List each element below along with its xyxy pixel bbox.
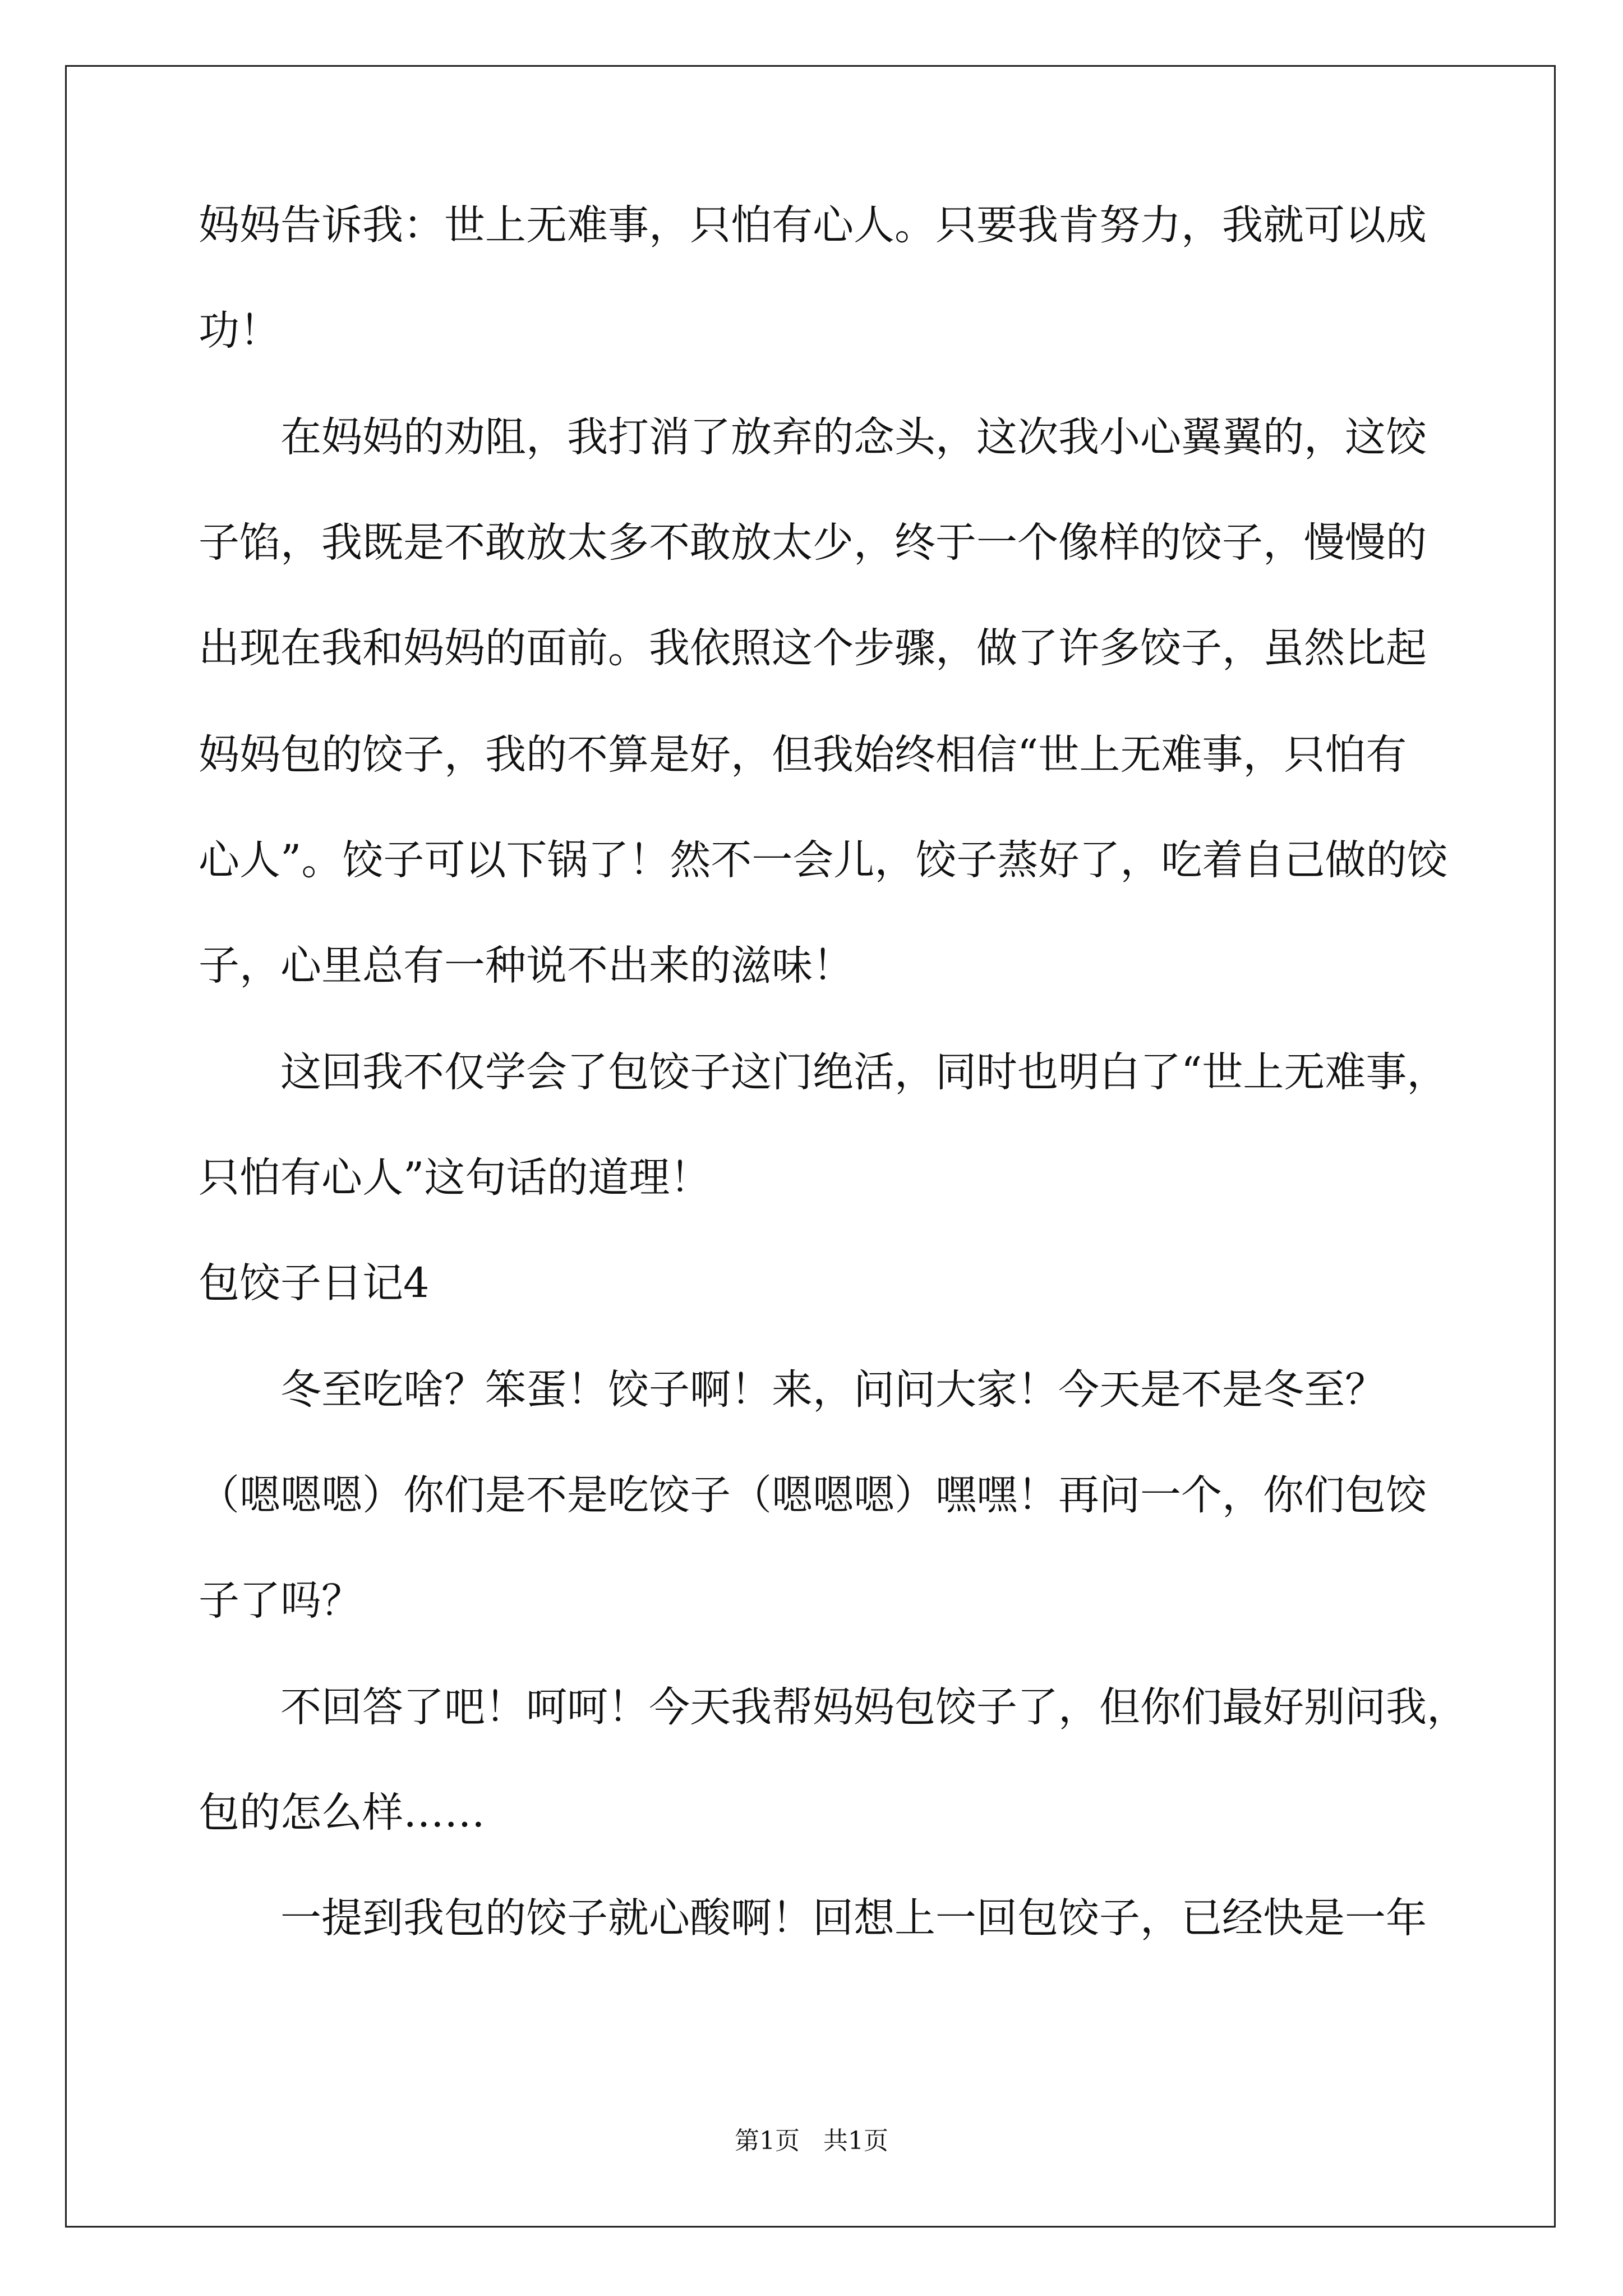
paragraph-start: 一提到我包的饺子就心酸啊！回想上一回包饺子，已经快是一年 [280,1894,1427,1942]
paragraph-start: 不回答了吧！呵呵！今天我帮妈妈包饺子了，但你们最好别问我， [280,1683,1468,1731]
text-line: 妈妈告诉我：世上无难事，只怕有心人。只要我肯努力，我就可以成 [199,201,1427,249]
text-line: 妈妈包的饺子，我的不算是好，但我始终相信“世上无难事，只怕有 [199,731,1407,779]
section-heading: 包饺子日记4 [199,1259,430,1307]
text-line: 只怕有心人”这句话的道理！ [199,1154,711,1202]
text-line: 心人”。饺子可以下锅了！然不一会儿，饺子蒸好了，吃着自己做的饺 [199,836,1448,884]
paragraph-start: 这回我不仅学会了包饺子这门绝活，同时也明白了“世上无难事， [280,1048,1448,1096]
text-line: 子了吗？ [199,1577,362,1625]
text-line: 子，心里总有一种说不出来的滋味！ [199,942,854,990]
paragraph-start: 冬至吃啥？笨蛋！饺子啊！来，问问大家！今天是不是冬至？ [280,1366,1386,1414]
text-line: 包的怎么样…… [199,1789,485,1837]
text-line: 子馅，我既是不敢放太多不敢放太少，终于一个像样的饺子，慢慢的 [199,519,1427,567]
paragraph-start: 在妈妈的劝阻，我打消了放弃的念头，这次我小心翼翼的，这饺 [280,413,1427,461]
text-line: 出现在我和妈妈的面前。我依照这个步骤，做了许多饺子，虽然比起 [199,624,1427,672]
page-footer: 第1页 共1页 [735,2127,888,2155]
text-line: 功！ [199,307,280,355]
text-line: （嗯嗯嗯）你们是不是吃饺子（嗯嗯嗯）嘿嘿！再问一个，你们包饺 [199,1471,1427,1519]
